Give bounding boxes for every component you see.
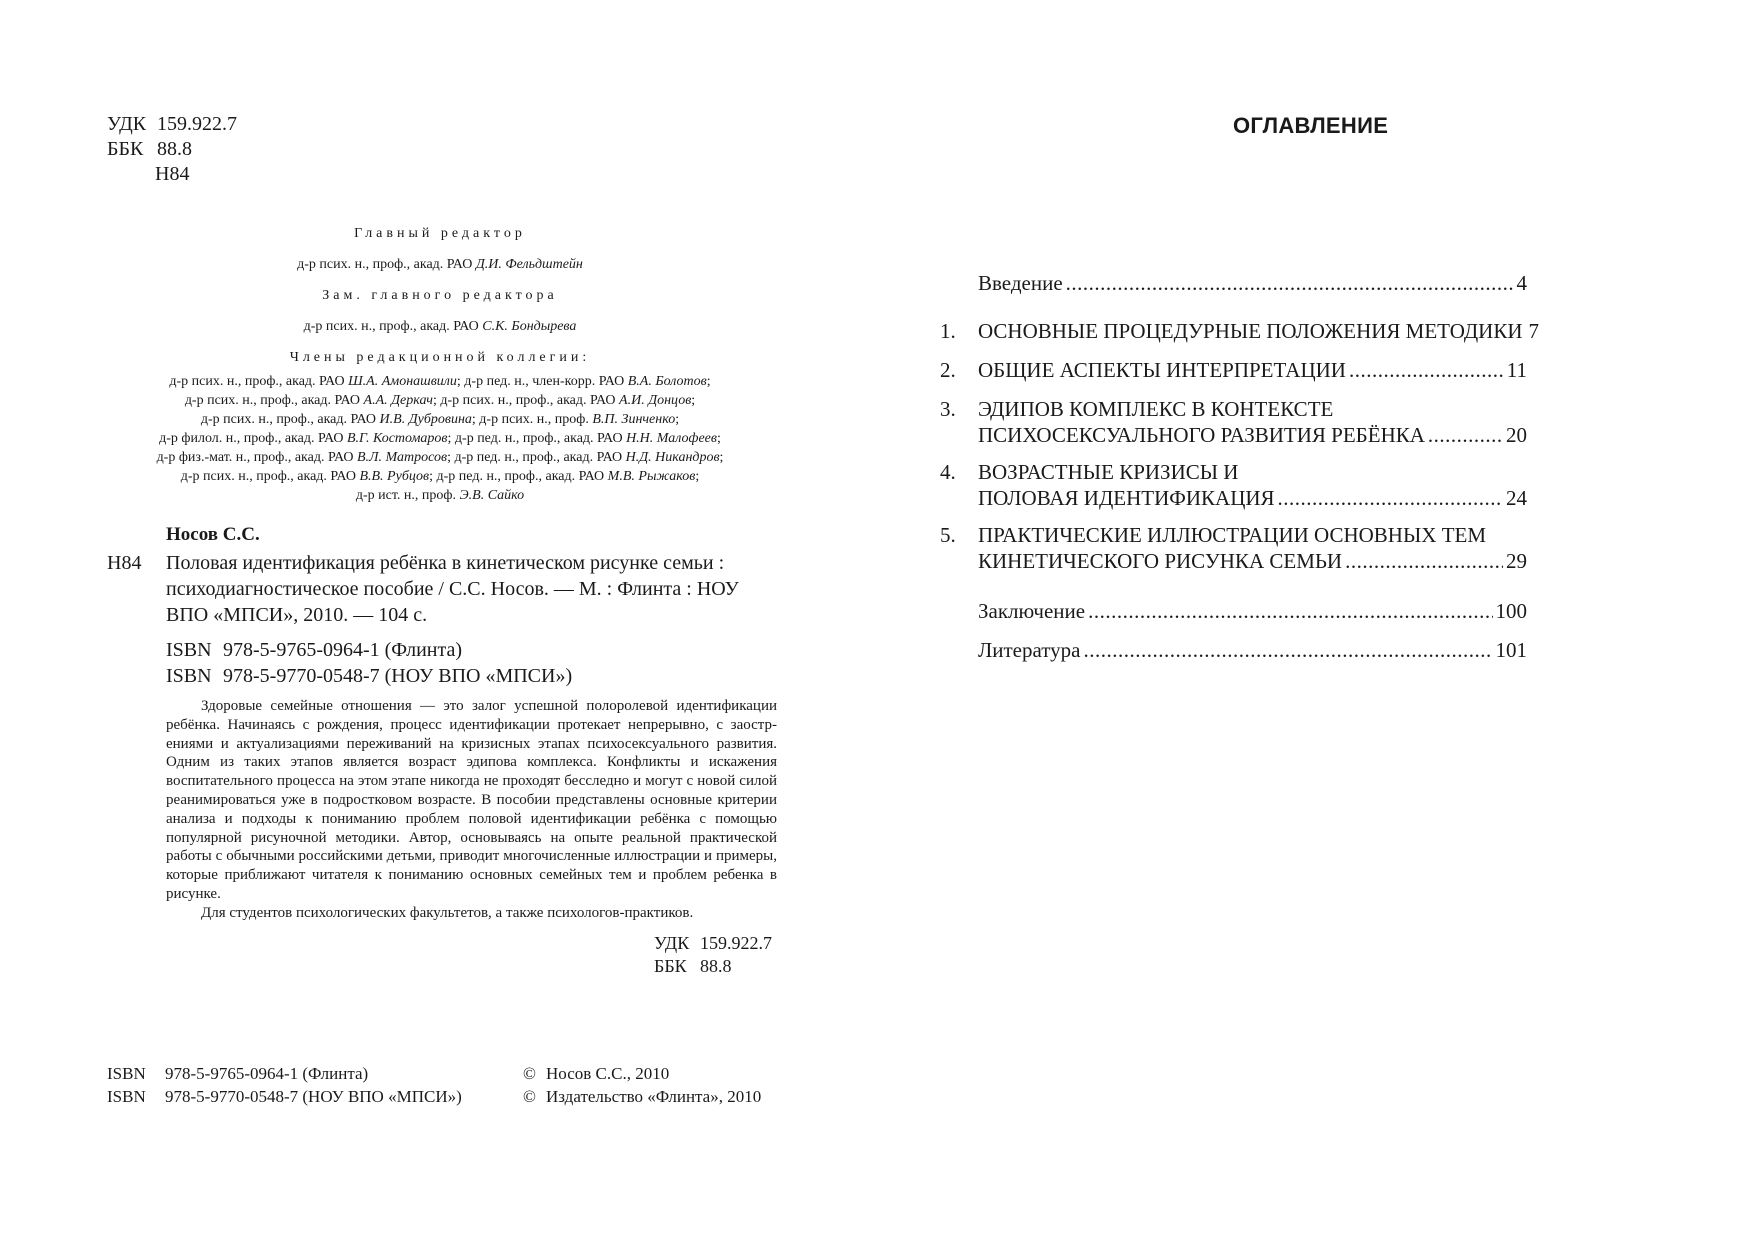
toc-entry-chapter-3[interactable]: 3. ЭДИПОВ КОМПЛЕКС В КОНТЕКСТЕ ПСИХОСЕКСУАЛЬНОГО РАЗВИТИЯ РЕБЁНКА ..... 20 [978,396,1527,448]
chapter-number: 3. [940,397,956,421]
toc-page-number: 11 [1506,358,1527,382]
isbn-row: ISBN 978-5-9770-0548-7 (НОУ ВПО «МПСИ») [166,665,573,687]
classification-codes [107,112,237,187]
toc-page-number: 29 [1506,549,1527,573]
leader-dots [1066,270,1514,296]
toc-entry-chapter-4[interactable]: 4. ВОЗРАСТНЫЕ КРИЗИСЫ И ПОЛОВАЯ ИДЕНТИФИКАЦИЯ ..... 24 [978,459,1527,511]
editorial-board [120,224,760,505]
toc-entry-conclusion[interactable]: Заключение ..... 100 [978,598,1527,624]
member-line: д-р ист. н., проф. Э.В. Сайко [355,488,525,503]
leader-dots [1345,548,1503,574]
chief-editor-title: Главный редактор [354,226,526,241]
leader-dots [1083,637,1492,663]
chapter-number: 2. [940,358,956,382]
member-line: д-р псих. н., проф., акад. РАО Ш.А. Амонашвили; д-р пед. н., член-корр. РАО В.А. Болотов; [169,374,711,389]
toc-entry-literature[interactable]: Литература ..... 101 [978,637,1527,663]
member-line: д-р псих. н., проф., акад. РАО И.В. Дубровина; д-р псих. н., проф. В.П. Зинченко; [200,412,680,427]
leader-dots [1428,422,1503,448]
member-line: д-р физ.-мат. н., проф., акад. РАО В.Л. Матросов; д-р пед. н., проф., акад. РАО Н.Д. Никандров; [156,450,724,465]
udk-value: 159.922.7 [157,113,237,135]
board-members-title: Члены редакционной коллегии: [289,350,591,365]
right-page [874,0,1749,1241]
annotation [166,697,777,923]
member-line: д-р филол. н., проф., акад. РАО В.Г. Костомаров; д-р пед. н., проф., акад. РАО Н.Н. Малофеев; [159,431,721,446]
chapter-number: 4. [940,460,956,484]
chapter-number: 1. [940,319,956,343]
annotation-paragraph: Здоровые семейные отношения — это залог успешной полоролевой идентификации ребёнка. Начинаясь с рождения, процесс идентификации протекает непрерывно, с заострениями и актуализациями переживаний на кризисных этапах психосексуального развития. Одним из таких этапов является возраст эдипова комплекса. Конфликты и искажения воспитательного процесса на этом этапе никогда не проходят бесследно и могут с новой силой реанимироваться уже в подростковом возрасте. В пособии представлены основные критерии анализа и подходы к пониманию проблем половой идентификации ребёнка с помощью популярной рисуночной методики. Автор, основываясь на опыте реальной практической работы с обычными российскими детьми, приводит многочисленные иллюстрации и примеры, которые приближают читателя к пониманию основных семейных тем и проблем ребенка в рисунке. [166,698,777,902]
toc-entry-chapter-5[interactable]: 5. ПРАКТИЧЕСКИЕ ИЛЛЮСТРАЦИИ ОСНОВНЫХ ТЕМ КИНЕТИЧЕСКОГО РИСУНКА СЕМЬИ ..... 29 [978,522,1527,574]
classification-codes-bottom: УДК 159.922.7 ББК 88.8 [654,933,772,976]
chief-editor: д-р псих. н., проф., акад. РАО Д.И. Фельдштейн [297,257,583,272]
board-members-list [120,372,760,505]
bibliographic-record [107,550,777,628]
footer-isbn: ISBN 978-5-9765-0964-1 (Флинта) ISBN 978-5-9770-0548-7 (НОУ ВПО «МПСИ») [107,1064,462,1106]
toc-title: ОГЛАВЛЕНИЕ [1233,113,1389,138]
deputy-editor-title: Зам. главного редактора [322,288,558,303]
leader-dots [1349,357,1504,383]
chief-editor-name: Д.И. Фельдштейн [475,257,583,272]
author-mark: Н84 [155,163,190,185]
member-line: д-р псих. н., проф., акад. РАО А.А. Деркач; д-р псих. н., проф., акад. РАО А.И. Донцов; [184,393,696,408]
bbk-value: 88.8 [157,138,192,160]
toc-entry-chapter-1[interactable]: 1. ОСНОВНЫЕ ПРОЦЕДУРНЫЕ ПОЛОЖЕНИЯ МЕТОДИКИ 7 [940,319,1540,343]
bib-description: Половая идентификация ребёнка в кинетическом рисунке семьи : психодиагностическое пособие / С.С. Носов. — М. : Флинта : НОУ ВПО «МПСИ», 2010. — 104 с. [166,552,739,626]
copyright-icon: © [523,1064,536,1083]
annotation-audience: Для студентов психологических факультетов, а также психологов-практиков. [201,904,694,921]
left-page [0,0,874,1241]
table-of-contents [940,270,1540,663]
udk-label: УДК [107,113,147,135]
toc-entry-intro[interactable]: Введение ..... 4 [978,270,1527,296]
bbk-label: ББК [107,138,144,160]
deputy-editor-name: С.К. Бондырева [482,319,577,334]
chapter-number: 5. [940,523,956,547]
toc-page-number: 7 [1528,319,1540,343]
footer-copyright: © Носов С.С., 2010 © Издательство «Флинта», 2010 [523,1064,762,1106]
toc-page-number: 20 [1506,423,1527,447]
toc-page-number: 4 [1516,271,1527,295]
deputy-editor: д-р псих. н., проф., акад. РАО С.К. Бондырева [303,319,577,334]
toc-page-number: 101 [1495,638,1527,662]
book-author: Носов С.С. [166,524,260,545]
toc-page-number: 100 [1495,599,1527,623]
leader-dots [1278,485,1503,511]
toc-entry-chapter-2[interactable]: 2. ОБЩИЕ АСПЕКТЫ ИНТЕРПРЕТАЦИИ ..... 11 [978,357,1527,383]
bib-code: Н84 [107,552,142,574]
toc-page-number: 24 [1506,486,1527,510]
copyright-icon: © [523,1087,536,1106]
isbn-row: ISBN 978-5-9765-0964-1 (Флинта) [166,639,463,661]
isbn-block [166,637,572,689]
leader-dots [1088,598,1492,624]
member-line: д-р псих. н., проф., акад. РАО В.В. Рубцов; д-р пед. н., проф., акад. РАО М.В. Рыжаков; [180,469,700,484]
